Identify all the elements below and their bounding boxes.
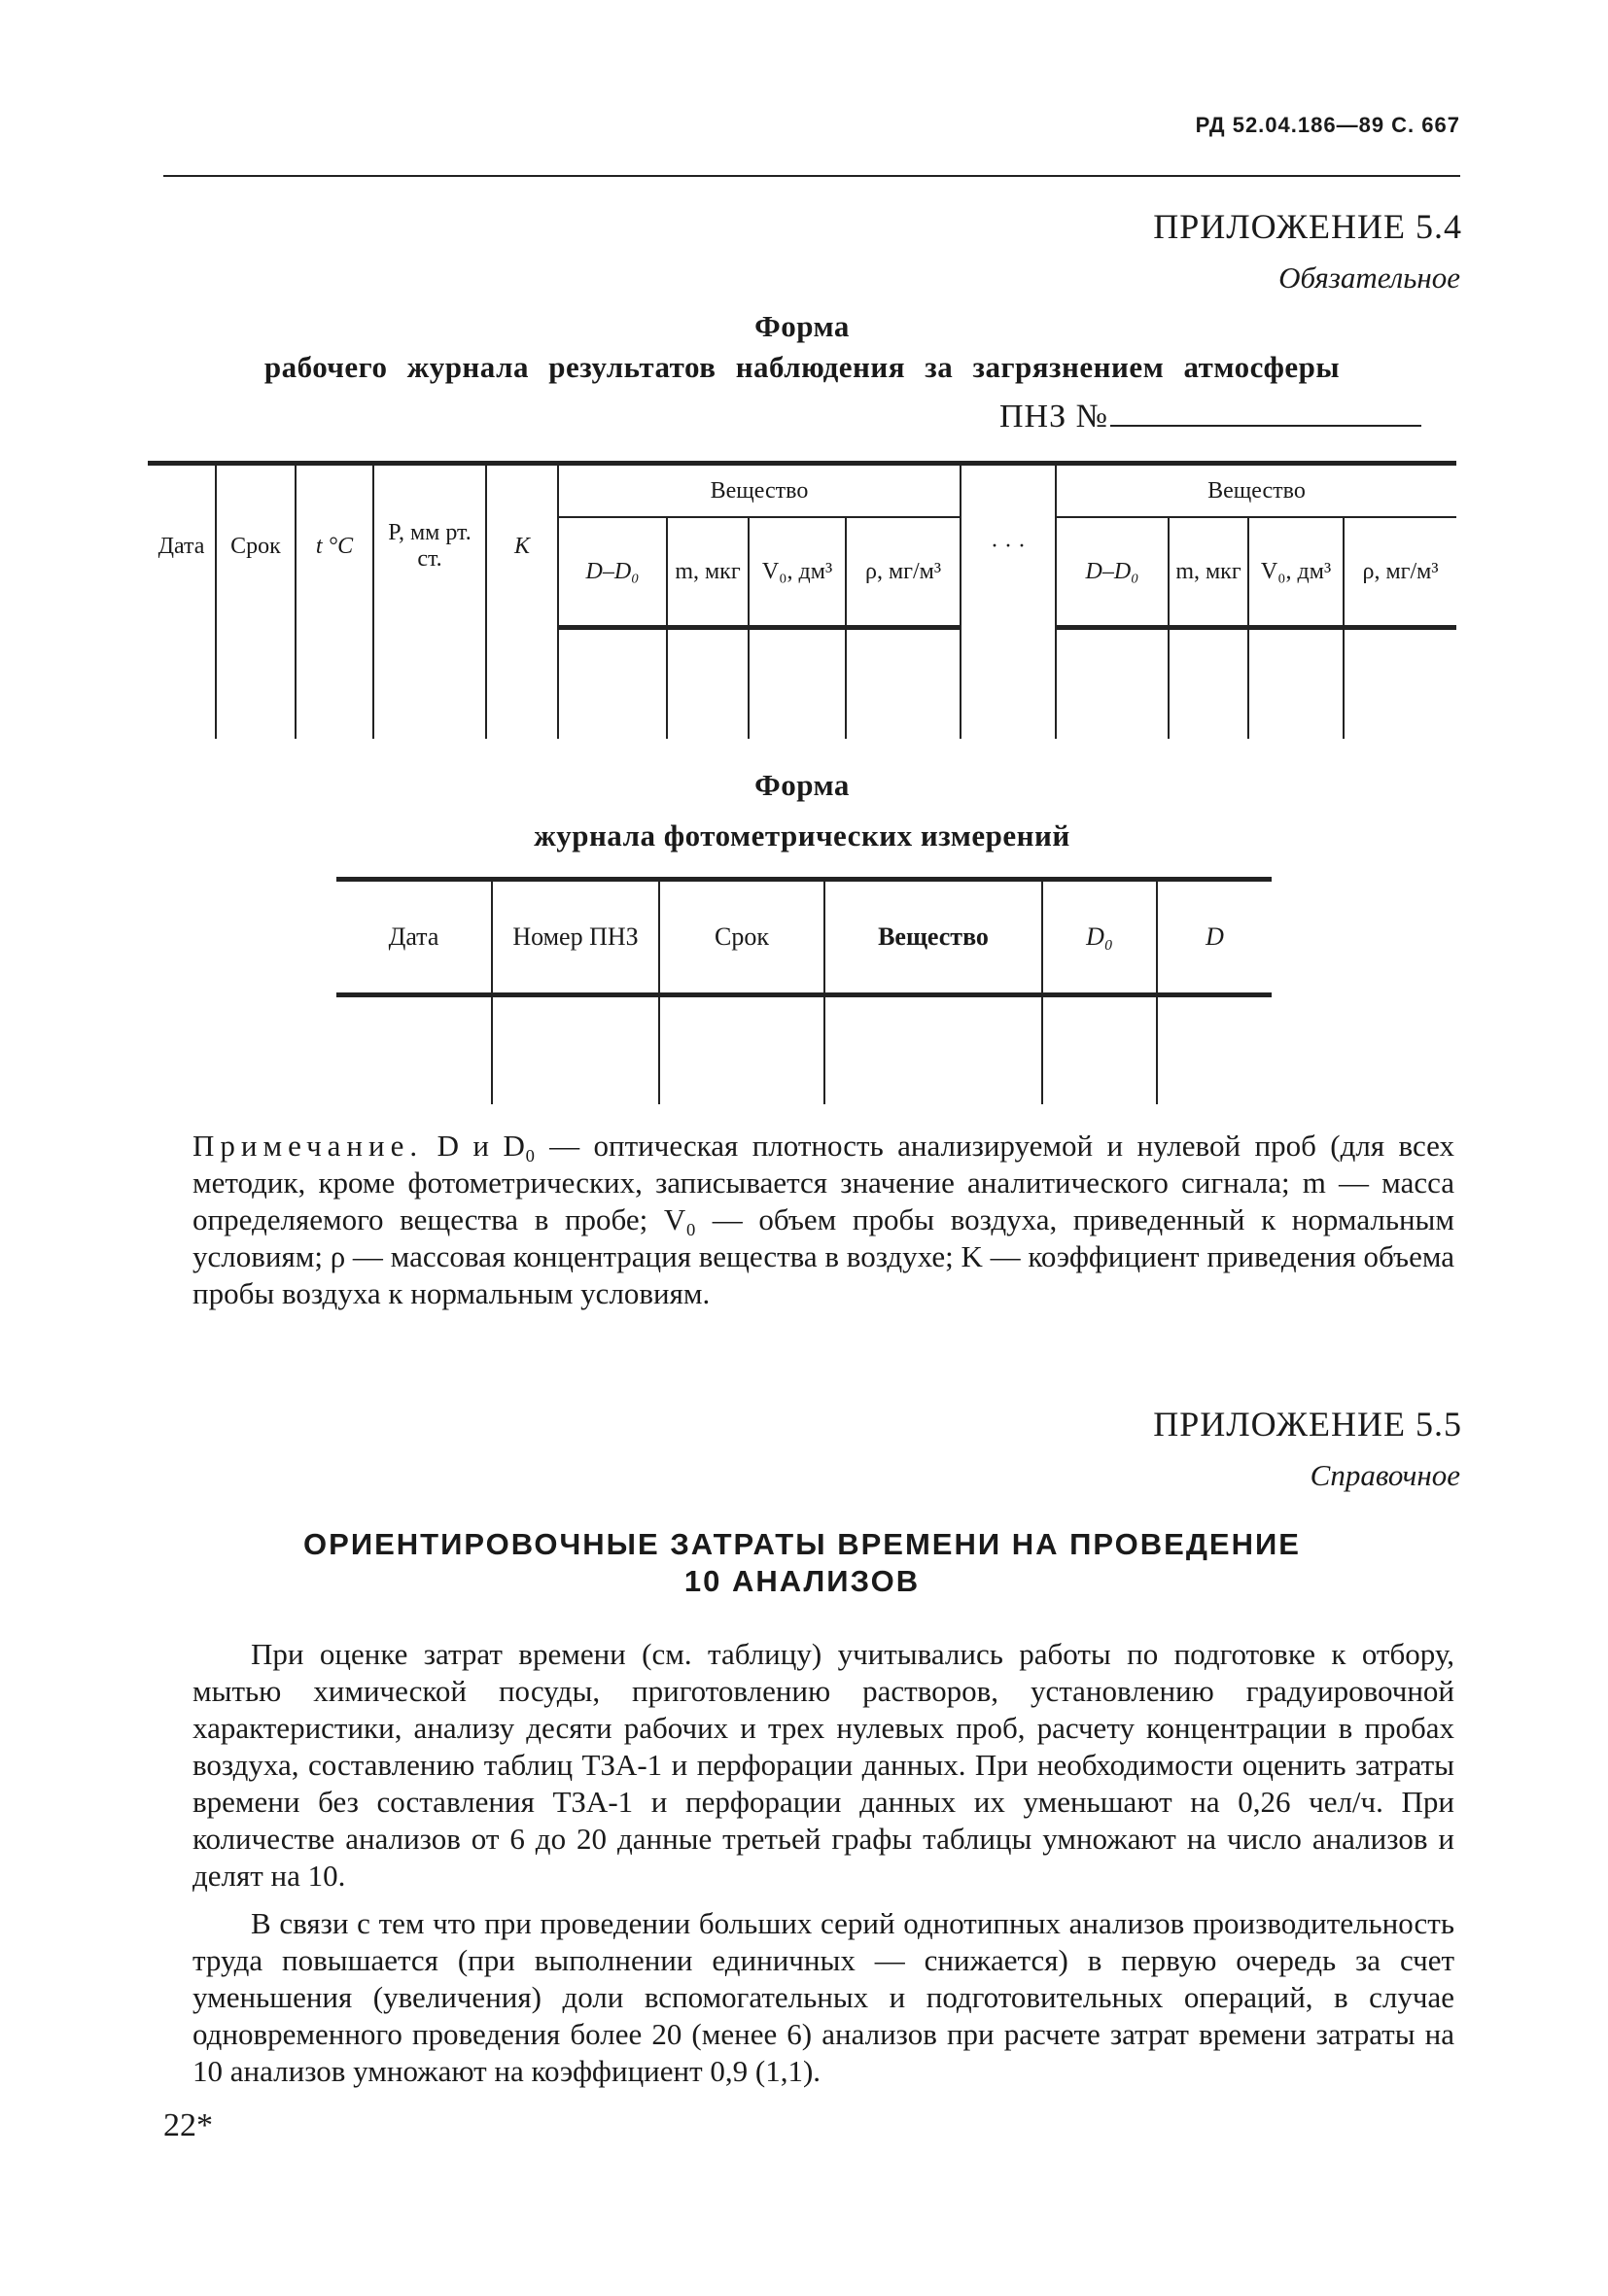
pnz-blank-line <box>1110 401 1421 427</box>
p-col-term: Срок <box>659 880 824 995</box>
appendix-5-5-status: Справочное <box>1310 1458 1460 1492</box>
col-v0-1: V₀, дм³ <box>749 517 846 628</box>
col-m-2: m, мкг <box>1169 517 1248 628</box>
note-text: D и D₀ — оптическая плотность анализируемой и нулевой проб (для всех методик, кроме фотометрических, записывается значение аналитического сигнала; m — масса определяемого вещества в пробе; V₀ — объем пробы воздуха, приведенный к нормальным условиям; ρ — массовая концентрация вещества в воздухе; K — коэффициент приведения объема пробы воздуха к нормальным условиям. <box>192 1129 1455 1310</box>
observation-journal-table <box>148 461 1456 739</box>
col-group-substance-1: Вещество <box>558 464 961 518</box>
appendix-5-5-title: ПРИЛОЖЕНИЕ 5.5 <box>1153 1405 1462 1444</box>
page-header-reference: РД 52.04.186—89 С. 667 <box>1195 113 1460 137</box>
col-v0-2: V₀, дм³ <box>1248 517 1344 628</box>
paragraph-2: В связи с тем что при проведении больших серий однотипных анализов производительность труда повышается (при выполнении единичных — снижается) в первую очередь за счет уменьшения (увеличения) доли вспомогательных и подготовительных операций, в случае одновременного проведения более 20 (менее 6) анализов при расчете затрат времени затраты на 10 анализов умножают на коэффициент 0,9 (1,1). <box>192 1906 1454 2088</box>
form2-heading-text: журнала фотометрических измерений <box>534 818 1070 852</box>
col-temperature: t °C <box>296 464 373 628</box>
col-d-d0-2: D–D₀ <box>1056 517 1169 628</box>
appendix-5-4-status: Обязательное <box>1278 261 1460 295</box>
p-col-date: Дата <box>336 880 492 995</box>
paragraph-1: При оценке затрат времени (см. таблицу) учитывались работы по подготовке к отбору, мытью химической посуды, приготовлению растворов, установлению градуировочной характеристики, анализу десяти рабочих и трех нулевых проб, расчету концентрации в пробах воздуха, составлению таблиц ТЗА-1 и перфорации данных. При необходимости оценить затраты времени без составления ТЗА-1 и перфорации данных их уменьшают на 0,26 чел/ч. При количестве анализов от 6 до 20 данные третьей графы таблицы умножают на число анализов и делят на 10. <box>192 1637 1454 1893</box>
form1-heading-word: Форма <box>754 309 850 343</box>
note-label: Примечание. <box>192 1129 424 1163</box>
col-ellipsis: · · · <box>961 464 1056 628</box>
appendix-5-4-title: ПРИЛОЖЕНИЕ 5.4 <box>1153 207 1462 246</box>
col-pressure: P, мм рт. ст. <box>373 464 486 628</box>
section-heading-line2: 10 АНАЛИЗОВ <box>683 1564 921 1598</box>
section-heading-line1: ОРИЕНТИРОВОЧНЫЕ ЗАТРАТЫ ВРЕМЕНИ НА ПРОВЕДЕНИЕ <box>303 1527 1301 1561</box>
photometric-journal-table <box>336 877 1272 1104</box>
p-col-pnz-number: Номер ПНЗ <box>492 880 659 995</box>
note-paragraph <box>192 1128 1454 1312</box>
pnz-label: ПНЗ № <box>999 399 1109 435</box>
col-rho-1: ρ, мг/м³ <box>846 517 961 628</box>
header-rule <box>163 175 1460 177</box>
p-col-d0: D₀ <box>1042 880 1157 995</box>
col-group-substance-2: Вещество <box>1056 464 1456 518</box>
col-rho-2: ρ, мг/м³ <box>1344 517 1456 628</box>
col-date: Дата <box>148 464 216 628</box>
p-col-substance: Вещество <box>824 880 1042 995</box>
pnz-field <box>999 399 1421 435</box>
page-number: 22* <box>163 2107 213 2143</box>
table-row <box>148 628 1456 740</box>
p-col-d: D <box>1157 880 1272 995</box>
col-d-d0-1: D–D₀ <box>558 517 667 628</box>
form1-heading-text: рабочего журнала результатов наблюдения за загрязнением атмосферы <box>263 350 1341 384</box>
col-term: Срок <box>216 464 296 628</box>
col-k: K <box>486 464 558 628</box>
col-m-1: m, мкг <box>667 517 749 628</box>
form2-heading-word: Форма <box>754 768 850 802</box>
table-row <box>336 995 1272 1105</box>
